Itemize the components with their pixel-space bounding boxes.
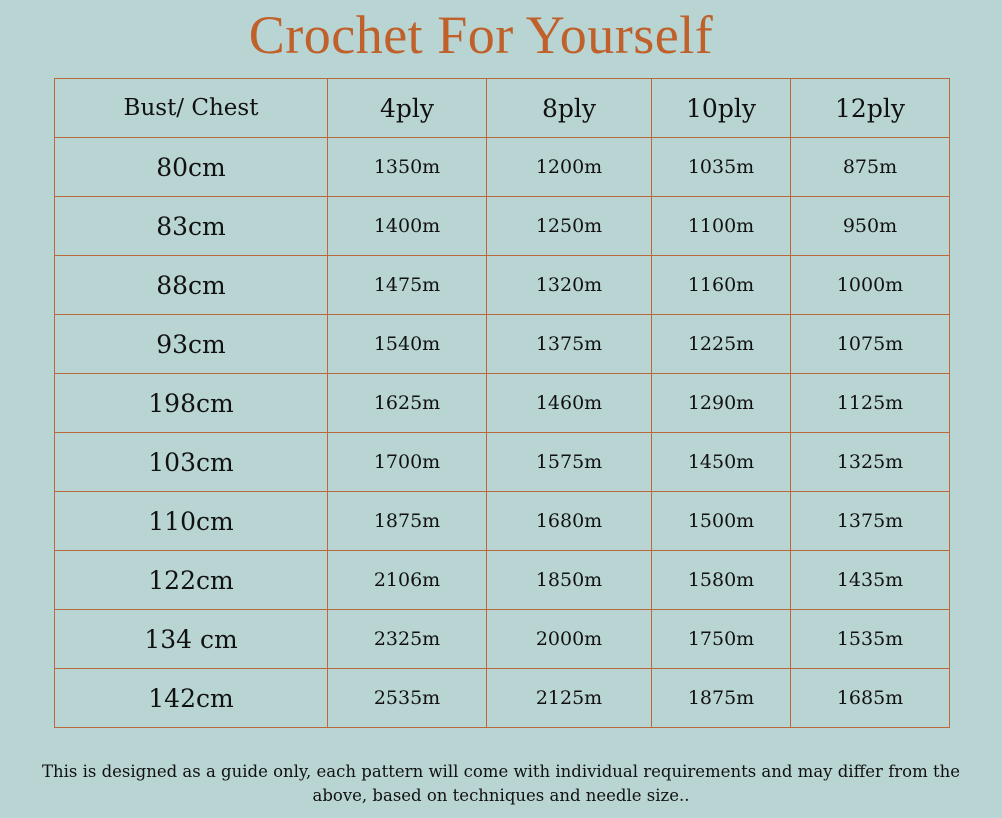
table-cell: 1875m — [328, 492, 487, 551]
table-cell: 1075m — [791, 315, 950, 374]
table-row — [55, 315, 950, 374]
table-row — [55, 197, 950, 256]
disclaimer-note: This is designed as a guide only, each pattern will come with individual requirements and may differ from the above, based on techniques and needle size.. — [41, 762, 961, 805]
table-cell: 2325m — [328, 610, 487, 669]
header-12ply: 12ply — [791, 79, 950, 138]
header-10ply: 10ply — [652, 79, 791, 138]
table-cell: 1400m — [328, 197, 487, 256]
table-cell: 1685m — [791, 669, 950, 728]
table-cell: 1290m — [652, 374, 791, 433]
table-cell: 1475m — [328, 256, 487, 315]
table-cell: 1575m — [487, 433, 652, 492]
table-cell: 1375m — [487, 315, 652, 374]
table-row — [55, 669, 950, 728]
table-cell: 1225m — [652, 315, 791, 374]
table-row — [55, 256, 950, 315]
table-cell: 1250m — [487, 197, 652, 256]
table-cell: 2106m — [328, 551, 487, 610]
table-cell: 950m — [791, 197, 950, 256]
size-cell: 93cm — [55, 315, 328, 374]
size-cell: 88cm — [55, 256, 328, 315]
table-cell: 1035m — [652, 138, 791, 197]
size-cell: 122cm — [55, 551, 328, 610]
table-cell: 2125m — [487, 669, 652, 728]
table-cell: 1850m — [487, 551, 652, 610]
header-8ply: 8ply — [487, 79, 652, 138]
table-cell: 1680m — [487, 492, 652, 551]
table-cell: 1200m — [487, 138, 652, 197]
table-cell: 1375m — [791, 492, 950, 551]
table-row — [55, 374, 950, 433]
table-cell: 875m — [791, 138, 950, 197]
table-cell: 1700m — [328, 433, 487, 492]
table-cell: 1540m — [328, 315, 487, 374]
table-cell: 2535m — [328, 669, 487, 728]
table-cell: 1580m — [652, 551, 791, 610]
table-cell: 2000m — [487, 610, 652, 669]
table-cell: 1325m — [791, 433, 950, 492]
table-row — [55, 551, 950, 610]
table-cell: 1160m — [652, 256, 791, 315]
table-row — [55, 138, 950, 197]
table-cell: 1625m — [328, 374, 487, 433]
table-cell: 1500m — [652, 492, 791, 551]
table-cell: 1000m — [791, 256, 950, 315]
table-cell: 1100m — [652, 197, 791, 256]
size-cell: 80cm — [55, 138, 328, 197]
table-row — [55, 492, 950, 551]
size-cell: 142cm — [55, 669, 328, 728]
table-row — [55, 433, 950, 492]
table-cell: 1450m — [652, 433, 791, 492]
header-bust-chest: Bust/ Chest — [55, 79, 328, 138]
page-title: Crochet For Yourself — [248, 5, 714, 65]
table-cell: 1535m — [791, 610, 950, 669]
table-cell: 1460m — [487, 374, 652, 433]
table-cell: 1320m — [487, 256, 652, 315]
size-cell: 134 cm — [55, 610, 328, 669]
size-cell: 198cm — [55, 374, 328, 433]
yarn-requirements-table — [54, 78, 950, 728]
table-cell: 1875m — [652, 669, 791, 728]
size-cell: 103cm — [55, 433, 328, 492]
table-cell: 1125m — [791, 374, 950, 433]
table-cell: 1750m — [652, 610, 791, 669]
table-cell: 1435m — [791, 551, 950, 610]
table-header-row — [55, 79, 950, 138]
size-cell: 110cm — [55, 492, 328, 551]
table-cell: 1350m — [328, 138, 487, 197]
size-cell: 83cm — [55, 197, 328, 256]
header-4ply: 4ply — [328, 79, 487, 138]
table-row — [55, 610, 950, 669]
